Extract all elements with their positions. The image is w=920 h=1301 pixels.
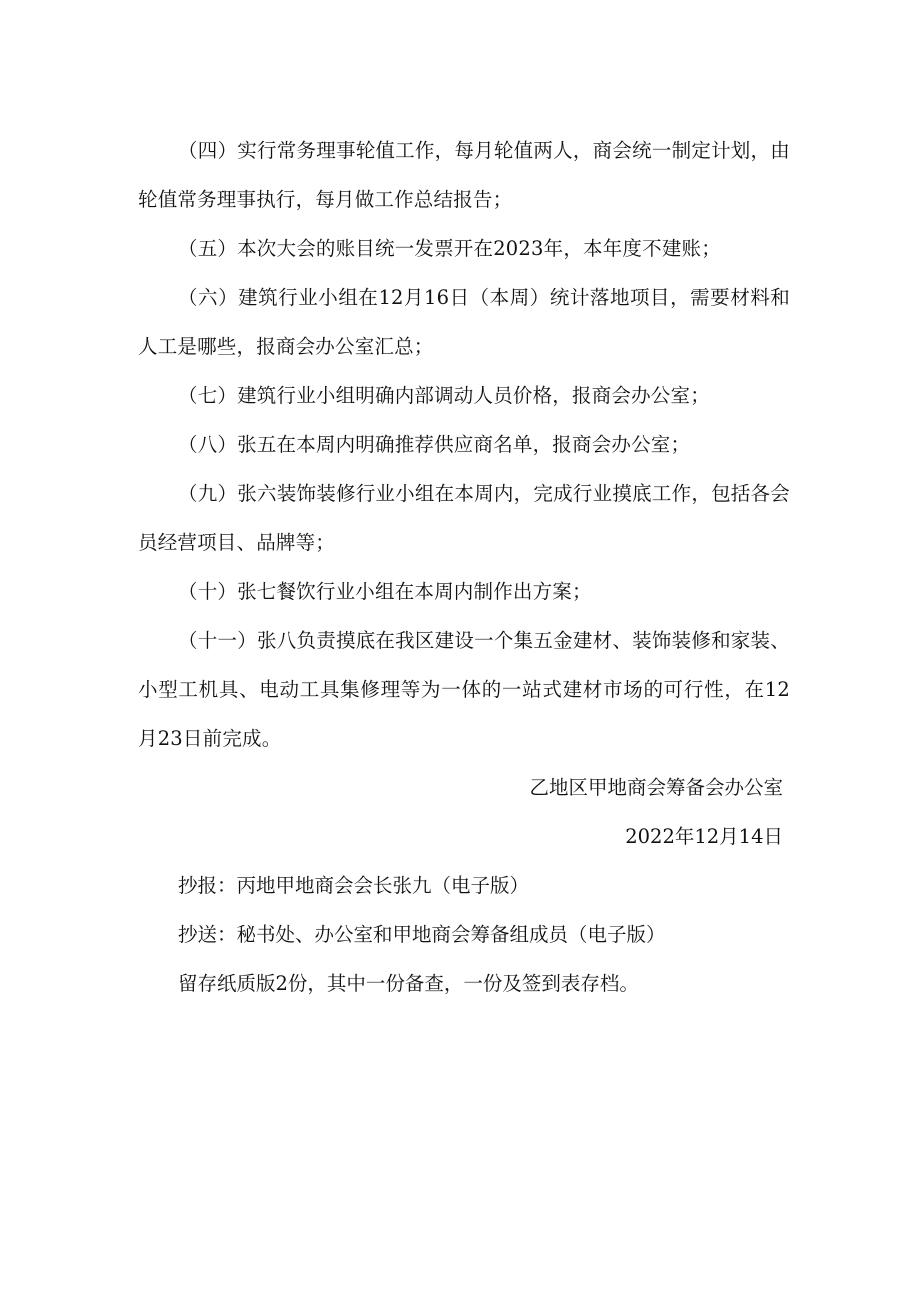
item-5: （五）本次大会的账目统一发票开在2023年，本年度不建账； — [178, 237, 721, 260]
report-to-line: 抄报：丙地甲地商会会长张九（电子版） — [178, 874, 530, 897]
item-9: （九）张六装饰装修行业小组在本周内，完成行业摸底工作，包括各会员经营项目、品牌等； — [138, 482, 790, 554]
issuing-office: 乙地区甲地商会筹备会办公室 — [529, 776, 783, 799]
item-7: （七）建筑行业小组明确内部调动人员价格，报商会办公室； — [178, 384, 710, 407]
issue-date: 2022年12月14日 — [625, 825, 783, 848]
archive-note: 留存纸质版2份，其中一份备查，一份及签到表存档。 — [178, 972, 639, 995]
item-10: （十）张七餐饮行业小组在本周内制作出方案； — [178, 580, 592, 603]
item-11: （十一）张八负责摸底在我区建设一个集五金建材、装饰装修和家装、小型工机具、电动工具集修理等为一体的一站式建材市场的可行性，在12月23日前完成。 — [138, 629, 790, 750]
send-to-line: 抄送：秘书处、办公室和甲地商会筹备组成员（电子版） — [178, 923, 666, 946]
item-4: （四）实行常务理事轮值工作，每月轮值两人，商会统一制定计划，由轮值常务理事执行，每月做工作总结报告； — [138, 139, 790, 211]
item-6: （六）建筑行业小组在12月16日（本周）统计落地项目，需要材料和人工是哪些，报商会办公室汇总； — [138, 286, 790, 358]
item-8: （八）张五在本周内明确推荐供应商名单，报商会办公室； — [178, 433, 691, 456]
